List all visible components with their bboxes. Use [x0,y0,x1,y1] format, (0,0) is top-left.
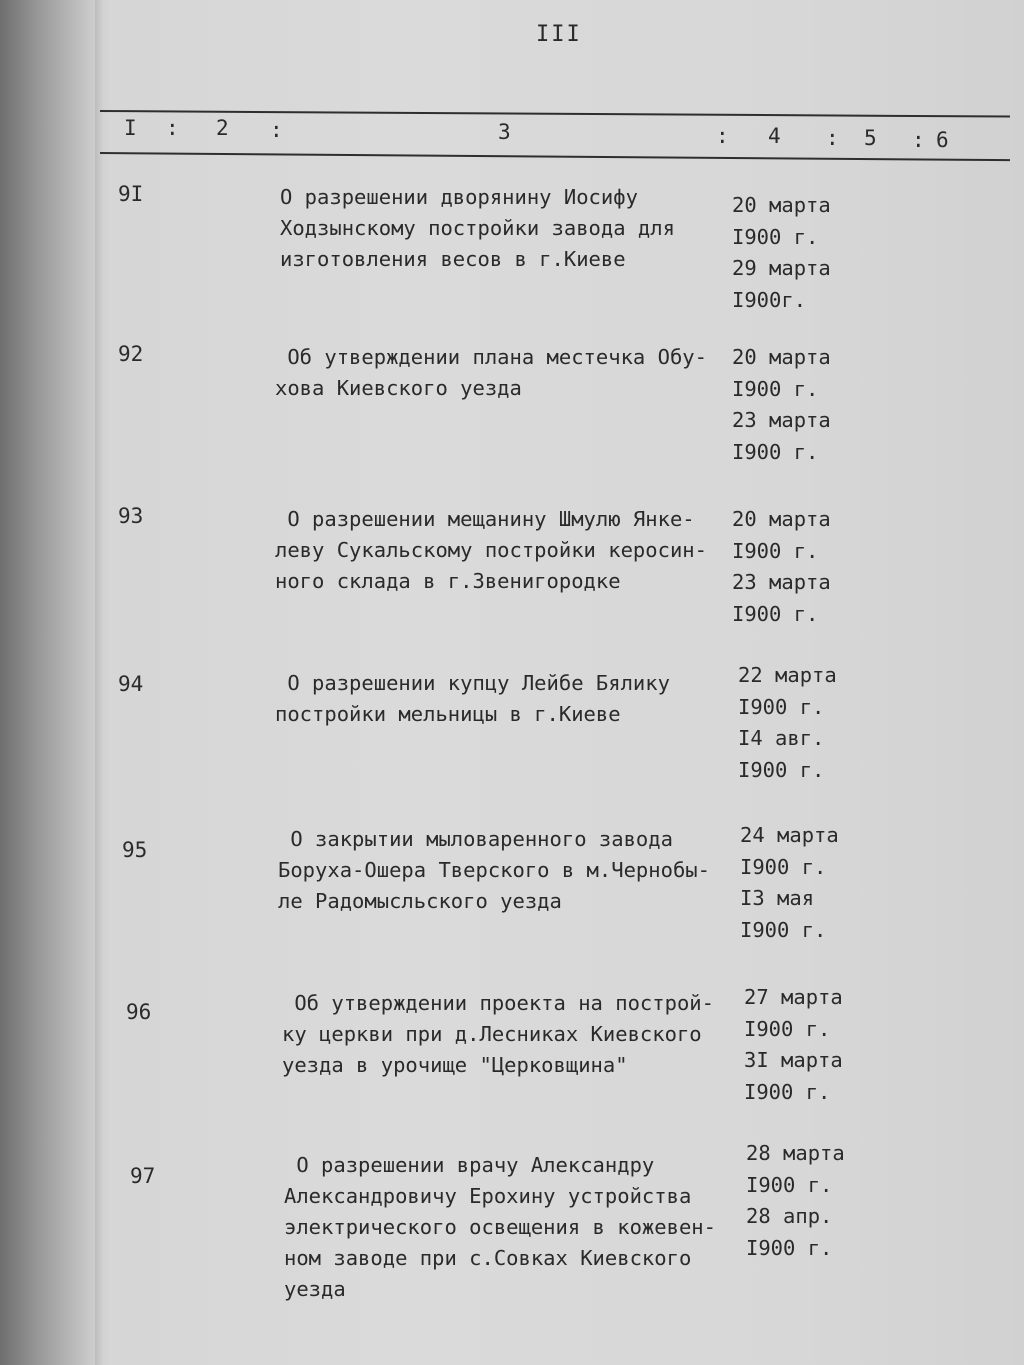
header-separator: : [270,118,283,142]
header-top-rule [100,110,1010,118]
header-separator: : [912,128,925,152]
register-entry [0,824,1024,974]
entry-number: 92 [118,342,144,366]
register-entry [0,182,1024,332]
header-separator: : [166,116,179,140]
header-separator: : [826,126,839,150]
entry-number: 95 [122,838,148,862]
entry-title: О разрешении врачу Александру Александровичу Ерохину устройства электрического освещения в кожевен- ном заводе при с.Совках Киевского уезда [284,1153,716,1301]
entry-title: О разрешении мещанину Шмулю Янке- леву Сукальскому постройки керосин- ного склада в г.Звенигородке [275,507,707,593]
header-separator: : [716,124,729,148]
page-number: III [536,22,582,47]
entry-dates: 20 марта I900 г. 29 марта I900г. [732,193,831,312]
entry-title: О закрытии мыловаренного завода Боруха-Ошера Тверского в м.Чернобы- ле Радомысльского уезда [278,827,710,913]
entry-dates: 24 марта I900 г. I3 мая I900 г. [740,823,839,942]
register-entry [0,1141,1024,1328]
header-bottom-rule [100,152,1010,161]
register-entry [0,663,1024,816]
header-col-4: 4 [768,124,781,148]
header-col-2: 2 [216,116,229,140]
header-col-6: 6 [936,128,949,152]
entry-dates: 22 марта I900 г. I4 авг. I900 г. [738,663,837,782]
entry-number: 93 [118,504,144,528]
register-entry [0,504,1024,654]
entry-number: 97 [130,1164,156,1188]
entry-dates: 28 марта I900 г. 28 апр. I900 г. [746,1141,845,1260]
entry-number: 96 [126,1000,152,1024]
entry-dates: 20 марта I900 г. 23 марта I900 г. [732,345,831,464]
entry-title: Об утверждении проекта на построй- ку церкви при д.Лесниках Киевского уезда в урочище "Церковщина" [282,991,714,1077]
register-entry [0,342,1024,492]
header-col-5: 5 [864,126,877,150]
entry-title: Об утверждении плана местечка Обу- хова Киевского уезда [275,345,707,400]
entry-title: О разрешении купцу Лейбе Бялику постройки мельницы в г.Киеве [275,671,670,726]
register-entry [0,985,1024,1138]
entry-dates: 27 марта I900 г. 3I марта I900 г. [744,985,843,1104]
entry-number: 9I [118,182,144,206]
entry-title: О разрешении дворянину Иосифу Ходзынскому постройки завода для изготовления весов в г.Киеве [280,185,675,271]
entry-number: 94 [118,672,144,696]
header-col-3: 3 [498,120,511,144]
header-col-1: I [124,116,137,140]
entry-dates: 20 марта I900 г. 23 марта I900 г. [732,507,831,626]
